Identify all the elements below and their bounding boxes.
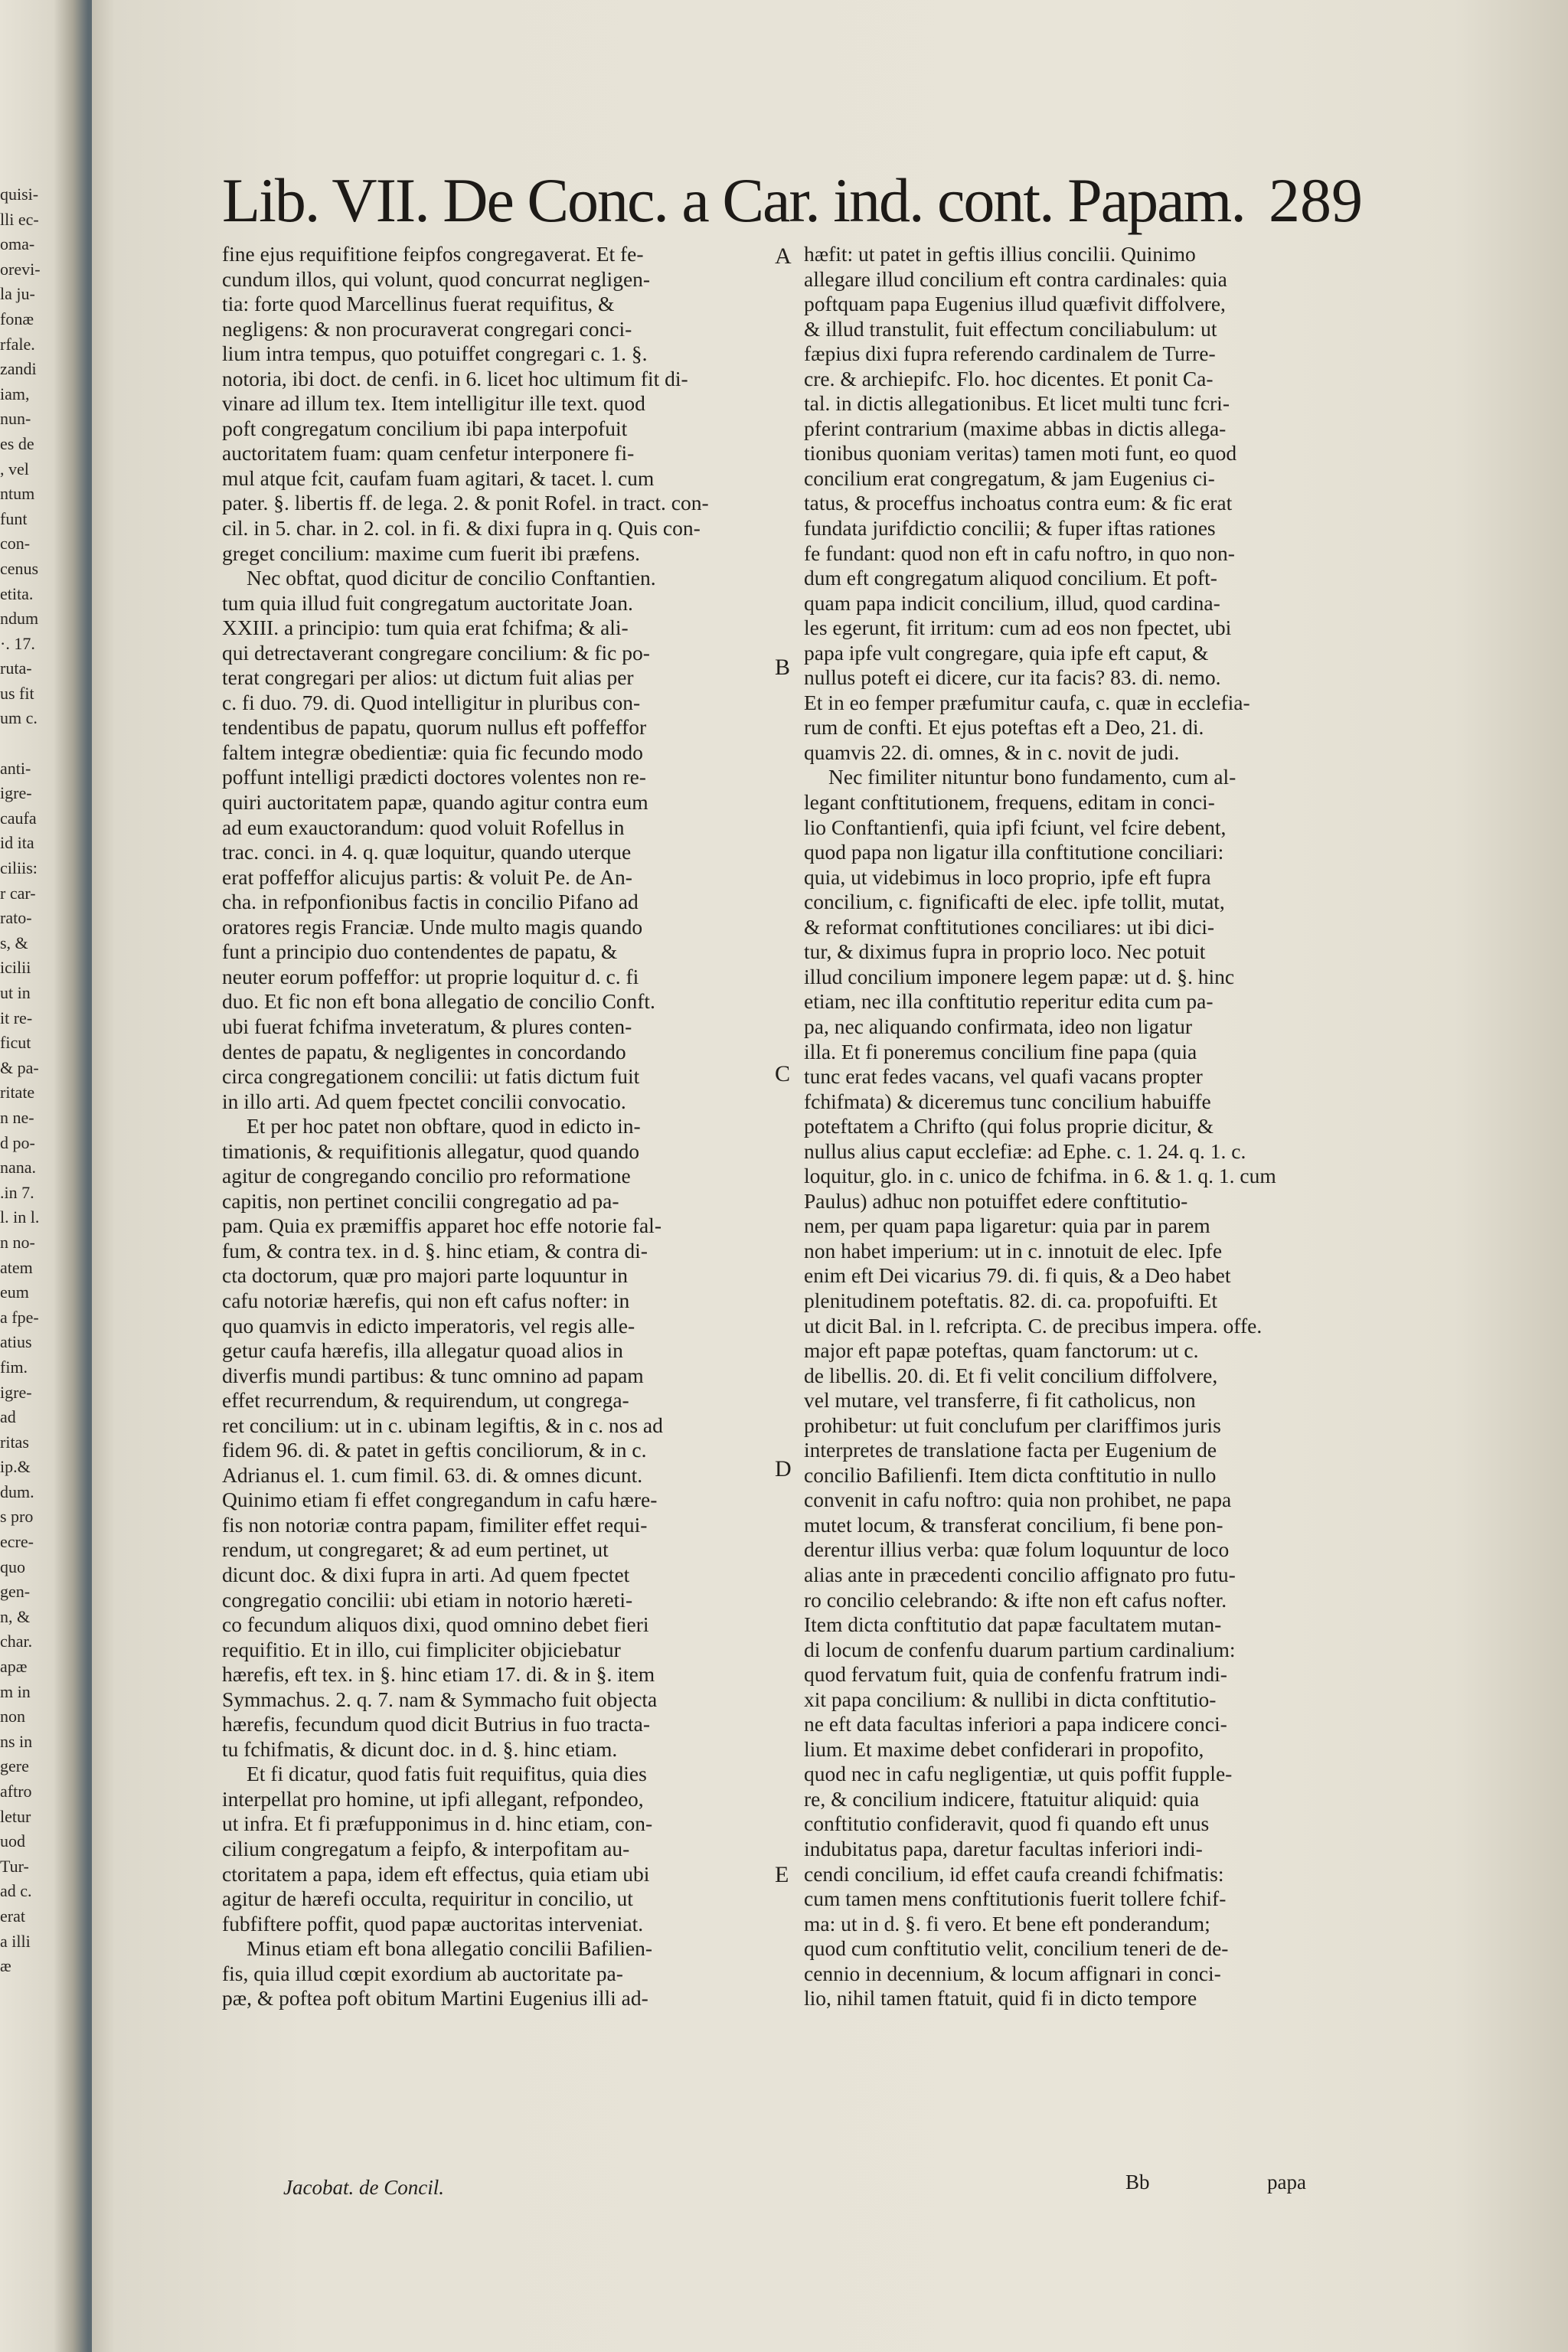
text-line: fidem 96. di. & patet in geftis conciliorum, & in c. [222,1438,647,1462]
text-line: quod fervatum fuit, quia de confenfu fratrum indi- [804,1662,1227,1687]
text-line: funt a principio duo contendentes de papatu, & [222,939,618,964]
text-line: in illo arti. Ad quem fpectet concilii convocatio. [222,1089,626,1113]
fragment-line: id ita [0,833,34,853]
text-line: hæfit: ut patet in geftis illius concilii. Quinimo [804,242,1196,266]
fragment-line: .in 7. [0,1182,34,1202]
text-line: fis non notoriæ contra papam, fimiliter effet requi- [222,1512,648,1537]
text-line: Nec fimiliter nituntur bono fundamento, cum al- [828,765,1236,789]
text-line: nem, per quam papa ligaretur: quia par in parem [804,1214,1210,1238]
text-line: mutet locum, & transferat concilium, fi bene pon- [804,1512,1223,1537]
text-line: diverfis mundi partibus: & tunc omnino ad papam [222,1363,644,1387]
text-line: ctoritatem a papa, idem eft effectus, quia etiam ubi [222,1861,650,1886]
text-line: Item dicta conftitutio dat papæ facultatem mutan- [804,1612,1222,1637]
fragment-line: ut in [0,983,31,1002]
fragment-line: char. [0,1632,33,1651]
text-line: co fecundum aliquos dixi, quod omnino debet fieri [222,1612,649,1637]
text-line: ne eft data facultas inferiori a papa indicere conci- [804,1712,1227,1736]
text-line: Adrianus el. 1. cum fimil. 63. di. & omnes dicunt. [222,1462,643,1487]
text-line: tu fchifmatis, & dicunt doc. in d. §. hinc etiam. [222,1736,618,1761]
fragment-line: n no- [0,1232,35,1252]
text-line: faltem integræ obedientiæ: quia fic fecundo modo [222,740,643,764]
text-line: loquitur, glo. in c. unico de fchifma. in 6. & 1. q. 1. cum [804,1164,1276,1188]
text-line: concilium erat congregatum, & jam Eugenius ci- [804,466,1215,490]
fragment-line: um c. [0,708,38,728]
text-line: poffunt intelligi prædicti doctores volentes non re- [222,765,646,789]
text-line: oratores regis Franciæ. Unde multo magis quando [222,914,643,939]
text-line: pa, nec aliquando confirmata, ideo non ligatur [804,1014,1193,1038]
catchword: papa [1267,2171,1306,2194]
fragment-line: ns in [0,1731,33,1751]
text-line: quo quamvis in edicto imperatoris, vel regis alle- [222,1313,635,1338]
text-line: Et per hoc patet non obftare, quod in edicto in- [247,1114,641,1138]
text-line: poft congregatum concilium ibi papa interpofuit [222,416,628,440]
fragment-line: atem [0,1257,33,1277]
fragment-line: a fpe- [0,1307,39,1327]
text-line: hærefis, eft tex. in §. hinc etiam 17. di. & in §. item [222,1662,655,1687]
text-line: ut infra. Et fi præfupponimus in d. hinc etiam, con- [222,1811,653,1836]
fragment-line: igre- [0,783,32,803]
text-line: qui detrectaverant congregare concilium: & fic po- [222,640,650,665]
fragment-line: quisi- [0,185,39,204]
fragment-line: rfale. [0,334,35,354]
fragment-line: oma- [0,234,35,254]
text-line: negligens: & non procuraverat congregari conci- [222,316,632,341]
text-line: cendi concilium, id effet caufa creandi fchifmatis: [804,1861,1224,1886]
fragment-line: ritate [0,1083,35,1102]
text-line: nullus alius caput ecclefiæ: ad Ephe. c. 1. 24. q. 1. c. [804,1138,1246,1163]
fragment-line: eum [0,1282,29,1302]
fragment-line: fonæ [0,309,34,328]
text-line: Minus etiam eft bona allegatio concilii Bafilien- [247,1936,652,1961]
text-line: c. fi duo. 79. di. Quod intelligitur in pluribus con- [222,690,641,714]
text-line: xit papa concilium: & nullibi in dicta conftitutio- [804,1687,1217,1711]
text-line: quia, ut videbimus in loco proprio, ipfe eft fupra [804,864,1211,889]
fragment-line: funt [0,508,28,528]
fragment-line: nana. [0,1158,37,1178]
fragment-line: caufa [0,808,37,828]
text-line: trac. conci. in 4. q. quæ loquitur, quando uterque [222,840,632,864]
text-line: ma: ut in d. §. fi vero. Et bene eft ponderandum; [804,1911,1210,1936]
text-line: cha. in refponfionibus factis in concilio Pifano ad [222,890,639,914]
text-line: terat congregari per alios: ut dictum fuit alias per [222,665,634,690]
previous-page-fragments [0,182,77,1979]
text-line: fchifmata) & diceremus tunc concilium habuiffe [804,1089,1211,1113]
fragment-line: la ju- [0,284,35,304]
footer-signature: Jacobat. de Concil. [283,2176,444,2199]
text-line: papa ipfe vult congregare, quia ipfe eft caput, & [804,640,1209,665]
text-line: concilium, c. fignificafti de elec. ipfe tollit, mutat, [804,890,1225,914]
text-line: rendum, ut congregaret; & ad eum pertinet, ut [222,1537,609,1562]
text-line: dum eft congregatum aliquod concilium. Et poft- [804,566,1217,590]
text-line: conftitutio confideravit, quod fi quando eft unus [804,1811,1210,1836]
margin-letter-c: C [775,1061,791,1086]
fragment-line: r car- [0,883,36,903]
text-line: timationis, & requifitionis allegatur, quod quando [222,1138,639,1163]
fragment-line: gere [0,1756,29,1776]
page-number: 289 [1269,165,1363,235]
text-line: mul atque fcit, caufam fuam agitari, & tacet. l. cum [222,466,655,490]
text-line: Et in eo femper præfumitur caufa, c. quæ in ecclefia- [804,690,1250,714]
text-line: fe fundant: quod non eft in cafu noftro, in quo non- [804,541,1235,565]
fragment-line: cenus [0,558,39,578]
text-line: Paulus) adhuc non potuiffet edere conftitutio- [804,1188,1188,1213]
text-line: cundum illos, qui volunt, quod concurrat negligen- [222,266,651,291]
text-line: hærefis, fecundum quod dicit Butrius in fuo tracta- [222,1712,651,1736]
text-line: tum quia illud fuit congregatum auctoritate Joan. [222,590,633,615]
fragment-line: ficut [0,1033,31,1053]
fragment-line: atius [0,1332,32,1352]
fragment-line: orevi- [0,259,41,279]
text-line: congregatio concilii: ubi etiam in notorio hæreti- [222,1587,633,1612]
text-line: tatus, & proceffus inchoatus contra eum: & fic erat [804,491,1233,515]
fragment-line: n, & [0,1606,31,1626]
fragment-line: it re- [0,1008,33,1027]
text-line: Symmachus. 2. q. 7. nam & Symmacho fuit objecta [222,1687,658,1711]
text-line: Quinimo etiam fi effet congregandum in cafu hære- [222,1488,658,1512]
fragment-line: non [0,1707,25,1726]
text-line: di locum de confenfu duarum partium cardinalium: [804,1637,1236,1661]
text-line: tal. in dictis allegationibus. Et licet multi tunc fcri- [804,391,1230,416]
text-line: plenitudinem poteftatis. 82. di. ca. propofuifti. Et [804,1288,1217,1312]
fragment-line: nun- [0,409,31,429]
text-line: duo. Et fic non eft bona allegatio de concilio Conft. [222,989,655,1014]
fragment-line: rato- [0,908,32,928]
fragment-line: Tur- [0,1856,29,1876]
fragment-line: erat [0,1906,25,1926]
fragment-line: lli ec- [0,209,39,229]
text-line: fæpius dixi fupra referendo cardinalem de Turre- [804,341,1216,366]
text-line: lium. Et maxime debet confiderari in propofito, [804,1736,1204,1761]
text-line: cre. & archiepifc. Flo. hoc dicentes. Et ponit Ca- [804,366,1214,390]
text-line: agitur de hærefi occulta, requiritur in concilio, ut [222,1886,633,1911]
text-line: etiam, nec illa conftitutio reperitur edita cum pa- [804,989,1214,1014]
fragment-line: zandi [0,359,37,379]
text-line: alias ante in præcedenti concilio affignato pro futu- [804,1562,1236,1586]
margin-letter-a: A [775,243,792,269]
text-line: quam papa indicit concilium, illud, quod cardina- [804,590,1220,615]
text-line: dentes de papatu, & negligentes in concordando [222,1039,626,1063]
running-head: Lib. VII. De Conc. a Car. ind. cont. Papam. [222,165,1245,235]
text-line: nullus poteft ei dicere, cur ita facis? 83. di. nemo. [804,665,1221,690]
fragment-line: ip.& [0,1457,31,1477]
text-line: fine ejus requifitione feipfos congregaverat. Et fe- [222,242,644,266]
fragment-line: con- [0,534,31,554]
sheet-mark: Bb [1125,2171,1150,2194]
text-line: non habet imperium: ut in c. innotuit de elec. Ipfe [804,1238,1223,1263]
fragment-line [0,731,77,756]
fragment-line: apæ [0,1657,28,1677]
fragment-line: ntum [0,484,35,504]
fragment-line: iam, [0,384,30,403]
fragment-line: l. in l. [0,1207,40,1227]
fragment-line: uod [0,1831,25,1851]
text-line: poftquam papa Eugenius illud quæfivit diffolvere, [804,292,1226,316]
fragment-line: s pro [0,1507,34,1527]
right-text-column [804,242,1355,2011]
text-line: cta doctorum, quæ pro majori parte loquuntur in [222,1263,629,1288]
fragment-line: etita. [0,583,34,603]
text-line: circa congregationem concilii: ut fatis dictum fuit [222,1064,640,1089]
text-line: illa. Et fi poneremus concilium fine papa (quia [804,1039,1197,1063]
fragment-line: ruta- [0,658,32,678]
fragment-line: icilii [0,958,31,978]
text-line: pæ, & poftea poft obitum Martini Eugenius illi ad- [222,1986,648,2011]
text-line: fundata jurifdictio concilii; & fuper iftas rationes [804,516,1216,541]
margin-letter-b: B [775,655,791,680]
text-line: major eft papæ poteftas, quam fanctorum: ut c. [804,1338,1199,1363]
text-line: pferint contrarium (maxime abbas in dictis allega- [804,416,1227,440]
text-line: ret concilium: ut in c. ubinam legiftis, & in c. nos ad [222,1413,663,1437]
text-line: getur caufa hærefis, illa allegatur quoad alios in [222,1338,623,1363]
fragment-line: anti- [0,758,31,778]
text-line: agitur de congregando concilio pro reformatione [222,1164,631,1188]
text-line: lio, nihil tamen ftatuit, quid fi in dicto tempore [804,1986,1197,2011]
text-line: lio Conftantienfi, quia ipfi fciunt, vel fcire debent, [804,815,1227,839]
text-line: vinare ad illum tex. Item intelligitur ille text. quod [222,391,645,416]
text-line: fubfiftere poffit, quod papæ auctoritas interveniat. [222,1911,644,1936]
text-line: erat poffeffor alicujus partis: & voluit Pe. de An- [222,864,632,889]
text-line: cennio in decennium, & locum affignari in conci- [804,1961,1221,1985]
text-line: capitis, non pertinet concilii congregatio ad pa- [222,1188,619,1213]
fragment-line: ecre- [0,1532,34,1552]
margin-letter-e: E [775,1862,789,1887]
text-line: pater. §. libertis ff. de lega. 2. & ponit Rofel. in tract. con- [222,491,709,515]
fragment-line: us fit [0,683,34,703]
text-line: ubi fuerat fchifma inveteratum, & plures conten- [222,1014,632,1038]
text-line: ro concilio celebrando: & ifte non eft cafus nofter. [804,1587,1227,1612]
text-line: pam. Quia ex præmiffis apparet hoc effe notorie fal- [222,1214,662,1238]
text-line: Nec obftat, quod dicitur de concilio Conftantien. [247,566,656,590]
text-line: concilio Bafilienfi. Item dicta conftitutio in nullo [804,1462,1217,1487]
text-line: les egerunt, fit irritum: cum ad eos non fpectet, ubi [804,616,1232,640]
text-line: interpellat pro homine, ut ipfi allegant, refpondeo, [222,1786,644,1811]
fragment-line: ad c. [0,1881,32,1901]
text-line: requifitio. Et in illo, cui fimpliciter objiciebatur [222,1637,621,1661]
text-line: illud concilium imponere legem papæ: ut d. §. hinc [804,964,1235,988]
text-line: & illud transtulit, fuit effectum conciliabulum: ut [804,316,1217,341]
text-line: legant conftitutionem, frequens, editam in conci- [804,790,1215,815]
text-line: ad eum exauctorandum: quod voluit Rofellus in [222,815,625,839]
fragment-line: ciliis: [0,858,38,878]
text-line: re, & concilium indicere, ftatuitur aliquid: quia [804,1786,1200,1811]
page-header [222,162,1363,247]
fragment-line: & pa- [0,1057,39,1077]
fragment-line: letur [0,1806,31,1826]
text-line: ut dicit Bal. in l. refcripta. C. de precibus impera. offe. [804,1313,1263,1338]
fragment-line: , vel [0,459,29,479]
left-text-column [222,242,758,2011]
text-line: fis, quia illud cœpit exordium ab auctoritate pa- [222,1961,623,1985]
text-line: allegare illud concilium eft contra cardinales: quia [804,266,1227,291]
fragment-line: m in [0,1681,31,1701]
fragment-line: a illi [0,1931,31,1951]
text-line: quod cum conftitutio velit, concilium teneri de de- [804,1936,1229,1961]
text-line: tendentibus de papatu, quorum nullus eft poffeffor [222,715,647,740]
fragment-line: dum. [0,1481,34,1501]
fragment-line: fim. [0,1357,28,1377]
text-line: prohibetur: ut fuit conclufum per clariffimos juris [804,1413,1221,1437]
text-line: cilium congregatum a feipfo, & interpofitam au- [222,1837,630,1860]
margin-letter-d: D [775,1456,792,1481]
text-line: greget concilium: maxime cum fuerit ibi præfens. [222,541,641,565]
text-line: cil. in 5. char. in 2. col. in fi. & dixi fupra in q. Quis con- [222,516,701,541]
fragment-line: igre- [0,1382,32,1402]
text-line: XXIII. a principio: tum quia erat fchifma; & ali- [222,616,629,640]
text-line: dicunt doc. & dixi fupra in arti. Ad quem fpectet [222,1562,630,1586]
text-line: lium intra tempus, quo potuiffet congregari c. 1. §. [222,341,648,366]
text-line: poteftatem a Chrifto (qui folus proprie dicitur, & [804,1114,1214,1138]
text-line: convenit in cafu noftro: quia non prohibet, ne papa [804,1488,1232,1512]
text-line: Et fi dicatur, quod fatis fuit requifitus, quia dies [247,1762,647,1786]
fragment-line: ·. 17. [0,633,35,653]
fragment-line: ad [0,1407,16,1427]
previous-page-edge [0,0,92,2352]
text-line: cafu notoriæ hærefis, qui non eft cafus nofter: in [222,1288,630,1312]
text-line: tur, & diximus fupra in proprio loco. Nec potuit [804,939,1206,964]
fragment-line: es de [0,433,34,453]
text-line: quamvis 22. di. omnes, & in c. novit de judi. [804,740,1180,764]
text-line: vel mutare, vel transferre, fi fit catholicus, non [804,1388,1196,1413]
fragment-line: æ [0,1956,11,1976]
fragment-line: aftro [0,1782,32,1801]
text-line: fum, & contra tex. in d. §. hinc etiam, & contra di- [222,1238,648,1263]
text-line: derentur illius verba: quæ folum loquuntur de loco [804,1537,1230,1562]
text-line: notoria, ibi doct. de cenfi. in 6. licet hoc ultimum fit di- [222,366,688,390]
fragment-line: n ne- [0,1107,34,1127]
fragment-line: ndum [0,609,39,629]
text-line: effet recurrendum, & requirendum, ut congrega- [222,1388,629,1413]
text-line: auctoritatem fuam: quam cenfetur interponere fi- [222,441,635,466]
fragment-line: gen- [0,1582,31,1602]
text-line: cum tamen mens conftitutionis fuerit tollere fchif- [804,1886,1227,1911]
text-line: tia: forte quod Marcellinus fuerat requifitus, & [222,292,615,316]
text-line: tunc erat fedes vacans, vel quafi vacans propter [804,1064,1203,1089]
text-line: indubitatus papa, daretur facultas inferiori indi- [804,1837,1203,1860]
text-line: enim eft Dei vicarius 79. di. fi quis, & a Deo habet [804,1263,1231,1288]
fragment-line: d po- [0,1132,35,1152]
fragment-line: ritas [0,1432,29,1452]
text-line: quiri auctoritatem papæ, quando agitur contra eum [222,790,648,815]
text-line: de libellis. 20. di. Et fi velit concilium diffolvere, [804,1363,1218,1387]
text-line: interpretes de translatione facta per Eugenium de [804,1438,1217,1462]
text-line: rum de confti. Et ejus poteftas eft a Deo, 21. di. [804,715,1204,740]
fragment-line: quo [0,1557,25,1576]
text-line: tionibus quoniam veritas) tamen moti funt, eo quod [804,441,1237,466]
text-line: quod papa non ligatur illa conftitutione conciliari: [804,840,1224,864]
text-line: & reformat conftitutiones conciliares: ut ibi dici- [804,914,1215,939]
text-line: neuter eorum poffeffor: ut proprie loquitur d. c. fi [222,964,639,988]
fragment-line: s, & [0,933,28,952]
text-line: quod nec in cafu negligentiæ, ut quis poffit fupple- [804,1762,1233,1786]
